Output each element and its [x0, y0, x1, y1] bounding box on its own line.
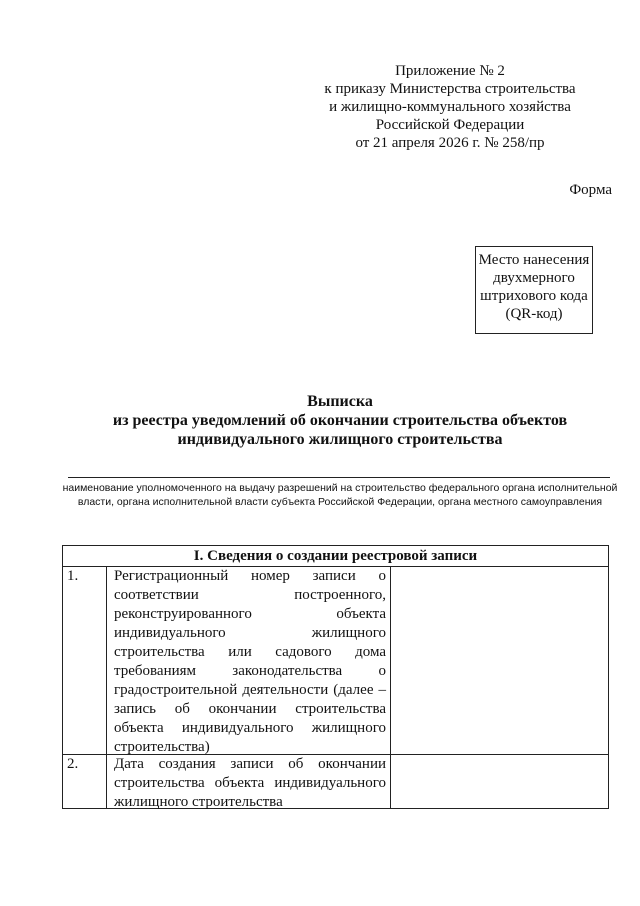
qr-line-4: (QR-код)	[505, 306, 563, 322]
row-number: 2.	[63, 755, 107, 808]
appendix-ministry-line: и жилищно-коммунального хозяйства	[329, 99, 571, 115]
document-title	[40, 392, 640, 449]
qr-line-1: Место нанесения	[478, 252, 590, 268]
qr-code-placeholder	[475, 246, 593, 334]
appendix-number: Приложение № 2	[395, 63, 505, 79]
row-description: Дата создания записи об окончании строительства объекта индивидуального жилищного строительства	[107, 755, 391, 808]
appendix-order-line: к приказу Министерства строительства	[324, 81, 576, 97]
title-line-1: Выписка	[307, 393, 373, 410]
section-heading: I. Сведения о создании реестровой записи	[63, 546, 608, 567]
appendix-date-line: от 21 апреля 2026 г. № 258/пр	[355, 135, 545, 151]
form-label: Форма	[569, 182, 612, 198]
organization-name-line	[68, 477, 610, 478]
qr-line-2: двухмерного	[493, 270, 575, 286]
row-value	[391, 567, 608, 754]
table-row	[63, 567, 608, 755]
row-number: 1.	[63, 567, 107, 754]
records-table	[62, 545, 609, 809]
title-line-2: из реестра уведомлений об окончании строительства объектов	[112, 412, 568, 429]
appendix-country-line: Российской Федерации	[375, 117, 525, 133]
table-row	[63, 755, 608, 808]
row-value	[391, 755, 608, 808]
qr-line-3: штрихового кода	[480, 288, 588, 304]
organization-caption: наименование уполномоченного на выдачу разрешений на строительство федерального органа исполнительной власти, органа исполнительной власти субъекта Российской Федерации, органа местного самоуправления	[62, 482, 618, 508]
title-line-3: индивидуального жилищного строительства	[177, 431, 503, 448]
row-description: Регистрационный номер записи о соответствии построенного, реконструированного объекта индивидуального жилищного строительства или садового дома требованиям законодательства о градостроительной деятельности (далее – запись об окончании строительства объекта индивидуального жилищного строительства)	[107, 567, 391, 754]
appendix-header	[300, 62, 600, 152]
